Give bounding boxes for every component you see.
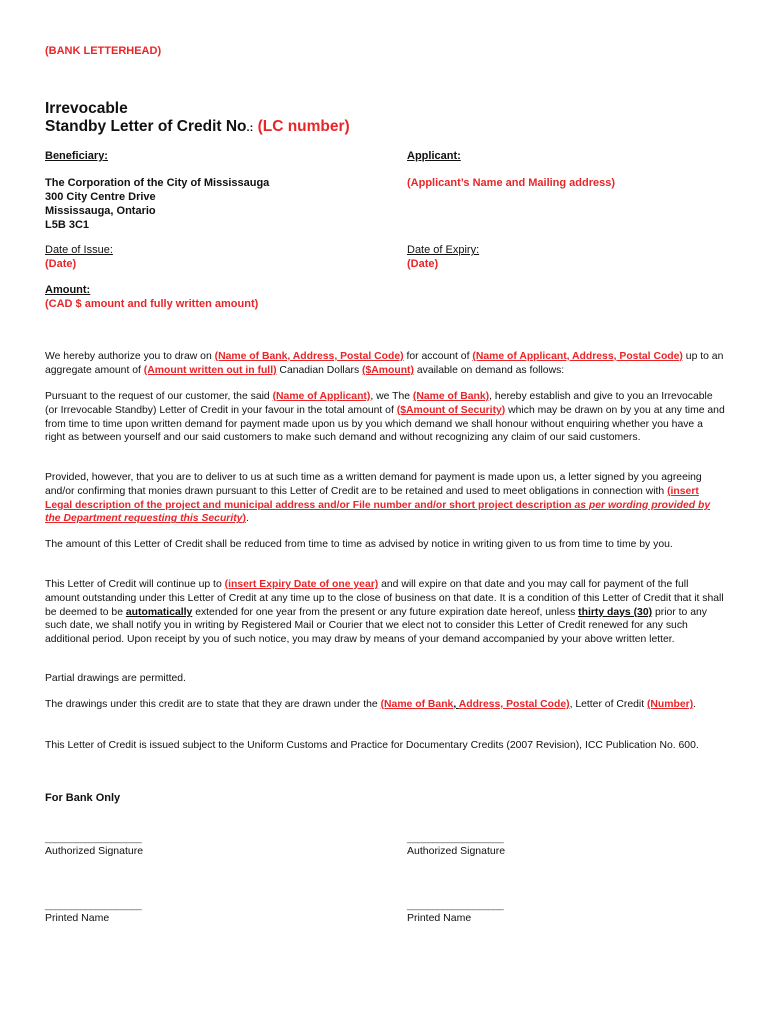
beneficiary-line: 300 City Centre Drive: [45, 191, 156, 203]
text: This Letter of Credit will continue up to: [45, 579, 225, 590]
paragraph-reduction: The amount of this Letter of Credit shall be reduced from time to time as advised by notice in writing given to us from time to time by you.: [45, 539, 673, 550]
lc-number-placeholder: (Number): [646, 699, 694, 710]
text: The drawings under this credit are to state that they are drawn under the: [45, 699, 381, 710]
text: .: [245, 513, 249, 525]
date-of-issue: [45, 243, 113, 271]
title-line-1: Irrevocable: [45, 100, 128, 117]
paragraph-ucp: This Letter of Credit is issued subject to the Uniform Customs and Practice for Documentary Credits (2007 Revision), ICC Publication No. 600.: [45, 740, 699, 751]
text: .: [693, 699, 697, 710]
text: ,: [453, 699, 459, 710]
text: , Letter of Credit: [569, 699, 647, 710]
applicant-placeholder: (Applicant’s Name and Mailing address): [407, 177, 616, 189]
text: We hereby authorize you to draw on: [45, 351, 215, 362]
signature-line: ___________________: [407, 833, 504, 844]
bank-name-placeholder: (Name of Bank, Address, Postal Code): [214, 351, 404, 362]
date-of-expiry-placeholder: (Date): [407, 258, 439, 270]
for-bank-only-heading: For Bank Only: [45, 792, 121, 804]
date-of-issue-placeholder: (Date): [45, 258, 77, 270]
expiry-date-placeholder: (insert Expiry Date of one year): [224, 579, 379, 590]
beneficiary-line: The Corporation of the City of Mississauga: [45, 177, 270, 189]
amount-dollar-placeholder: ($Amount): [362, 364, 414, 376]
text: Canadian Dollars: [276, 364, 363, 376]
amount-label: Amount:: [45, 284, 91, 296]
amount-placeholder: (CAD $ amount and fully written amount): [45, 298, 259, 310]
amount-block: [45, 283, 258, 311]
text: , we The: [370, 391, 413, 402]
signature-block-left: [45, 833, 143, 857]
printed-name-label: Printed Name: [407, 912, 472, 924]
signature-block-right: [407, 833, 505, 857]
text: Pursuant to the request of our customer, the said: [45, 391, 273, 402]
title-line-2: [45, 118, 350, 136]
text: Provided, however, that you are to deliver to us at such time as a written demand for payment is made upon us, a letter signed by you agreeing and/or confirming that monies drawn pursuant to this Letter of Credit are to be retained and used to meet obligations in connection with: [45, 472, 702, 497]
beneficiary-label: Beneficiary:: [45, 150, 108, 162]
bank-name-placeholder: (Name of Bank): [412, 391, 490, 402]
text: extended for one year from the present or any future expiration date hereof, unless: [192, 606, 579, 618]
paragraph-conditions: [45, 471, 725, 526]
emphasis-thirty-days: thirty days (30): [578, 606, 653, 618]
applicant-name-placeholder: (Name of Applicant): [272, 391, 371, 402]
applicant-label: Applicant:: [407, 150, 461, 162]
emphasis-automatically: automatically: [125, 606, 193, 618]
letterhead-placeholder: (BANK LETTERHEAD): [45, 45, 162, 57]
beneficiary-line: Mississauga, Ontario: [45, 205, 156, 217]
signature-line: ___________________: [45, 900, 142, 911]
project-description-note: as per wording provided by the Department requesting this Security: [45, 499, 711, 525]
lc-number-placeholder: (LC number): [257, 118, 350, 135]
paragraph-establishment: [45, 390, 725, 445]
project-description-close: ): [242, 513, 246, 525]
text: and will expire on that date and you may call for payment of the full amount outstanding under this Letter of Credit at any time up to the close of business on that date. It is a condition of this Letter of Credit that it shall be deemed to be: [45, 579, 724, 618]
paragraph-drawings: [45, 698, 725, 712]
signature-line: ___________________: [407, 900, 504, 911]
printed-name-label: Printed Name: [45, 912, 110, 924]
paragraph-partial: Partial drawings are permitted.: [45, 673, 186, 684]
date-of-expiry-label: Date of Expiry:: [407, 244, 480, 256]
signature-line: ___________________: [45, 833, 142, 844]
amount-written-placeholder: (Amount written out in full): [143, 364, 277, 376]
text: up to an aggregate amount of: [45, 351, 724, 376]
beneficiary-line: L5B 3C1: [45, 219, 90, 231]
text: prior to any such date, we shall notify you in writing by Registered Mail or Courier that we elect not to consider this Letter of Credit renewed for any such additional period. Upon receipt by you of such notice, you may draw by means of your demand accompanied by your above written letter.: [45, 606, 707, 646]
date-of-expiry: [407, 243, 479, 271]
title-colon: .:: [246, 122, 254, 134]
authorized-signature-label: Authorized Signature: [407, 845, 506, 857]
bank-address-placeholder: Address, Postal Code): [458, 699, 570, 710]
date-of-issue-label: Date of Issue:: [45, 244, 113, 256]
printed-name-block-left: [45, 900, 141, 924]
security-amount-placeholder: ($Amount of Security): [396, 404, 506, 416]
title-main: Standby Letter of Credit No: [45, 118, 247, 135]
project-description-placeholder: (insert Legal description of the project and municipal address and/or File number and/or short project description: [45, 485, 699, 511]
paragraph-expiry: [45, 578, 725, 647]
text: available on demand as follows:: [413, 364, 565, 376]
paragraph-authorization: [45, 350, 725, 378]
authorized-signature-label: Authorized Signature: [45, 845, 144, 857]
beneficiary-address: [45, 176, 269, 232]
text: , hereby establish and give to you an Irrevocable (or Irrevocable Standby) Letter of Credit in your favour in the total amount of: [45, 391, 713, 416]
printed-name-block-right: [407, 900, 503, 924]
bank-name-placeholder: (Name of Bank: [380, 699, 454, 710]
text: for account of: [403, 351, 473, 362]
text: which may be drawn on by you at any time and from time to time upon written demand for payment made upon us by you which demand we shall honour without enquiring whether you have a right as between yourself and our said customers to make such demand and without recognizing any claim of our said customers.: [45, 404, 725, 444]
applicant-name-placeholder: (Name of Applicant, Address, Postal Code): [472, 351, 683, 362]
